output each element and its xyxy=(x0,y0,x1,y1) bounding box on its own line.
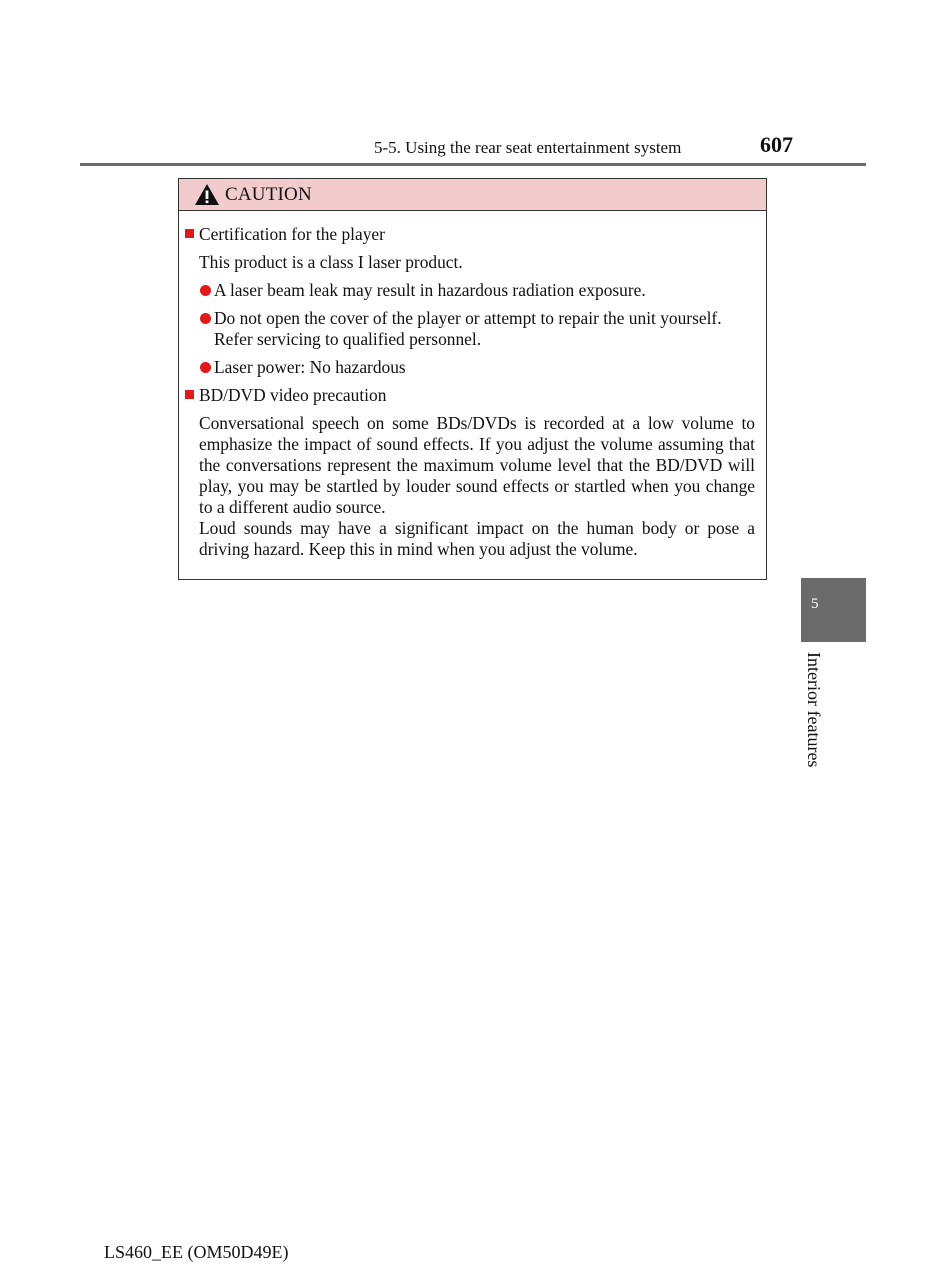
section-heading-text: BD/DVD video precaution xyxy=(199,385,387,405)
volume-warning-paragraph: Conversational speech on some BDs/DVDs is recorded at a low volume to emphasize the impact of sound effects. If you adjust the volume assuming that the conversations represent the maximum volume level that the BD/DVD will play, you may be startled by louder sound effects or startled when you change to a different audio source. xyxy=(199,413,755,517)
red-dot-bullet-icon xyxy=(200,362,211,373)
list-item: Laser power: No hazardous xyxy=(214,357,762,378)
page-number: 607 xyxy=(760,132,793,157)
caution-header xyxy=(179,179,766,211)
caution-title: CAUTION xyxy=(225,184,312,205)
section-heading-certification xyxy=(199,224,385,245)
red-dot-bullet-icon xyxy=(200,285,211,296)
footer-document-code: LS460_EE (OM50D49E) xyxy=(104,1242,289,1262)
loud-sound-paragraph: Loud sounds may have a significant impact on the human body or pose a driving hazard. Keep this in mind when you adjust the volume. xyxy=(199,518,755,559)
chapter-number: 5 xyxy=(811,596,819,612)
laser-class-text: This product is a class I laser product. xyxy=(199,252,463,272)
section-heading-video-precaution xyxy=(199,385,386,406)
section-heading-text: Certification for the player xyxy=(199,224,385,244)
red-square-marker-icon xyxy=(185,390,194,399)
red-dot-bullet-icon xyxy=(200,313,211,324)
red-square-marker-icon xyxy=(185,229,194,238)
list-item: Do not open the cover of the player or attempt to repair the unit yourself. Refer servicing to qualified personnel. xyxy=(214,308,762,350)
warning-triangle-icon xyxy=(194,183,220,206)
header-rule xyxy=(80,163,866,166)
chapter-label: Interior features xyxy=(804,652,824,768)
list-item: A laser beam leak may result in hazardous radiation exposure. xyxy=(214,280,762,301)
section-title: 5-5. Using the rear seat entertainment system xyxy=(374,138,682,157)
caution-box xyxy=(178,178,767,580)
chapter-tab xyxy=(801,578,866,642)
